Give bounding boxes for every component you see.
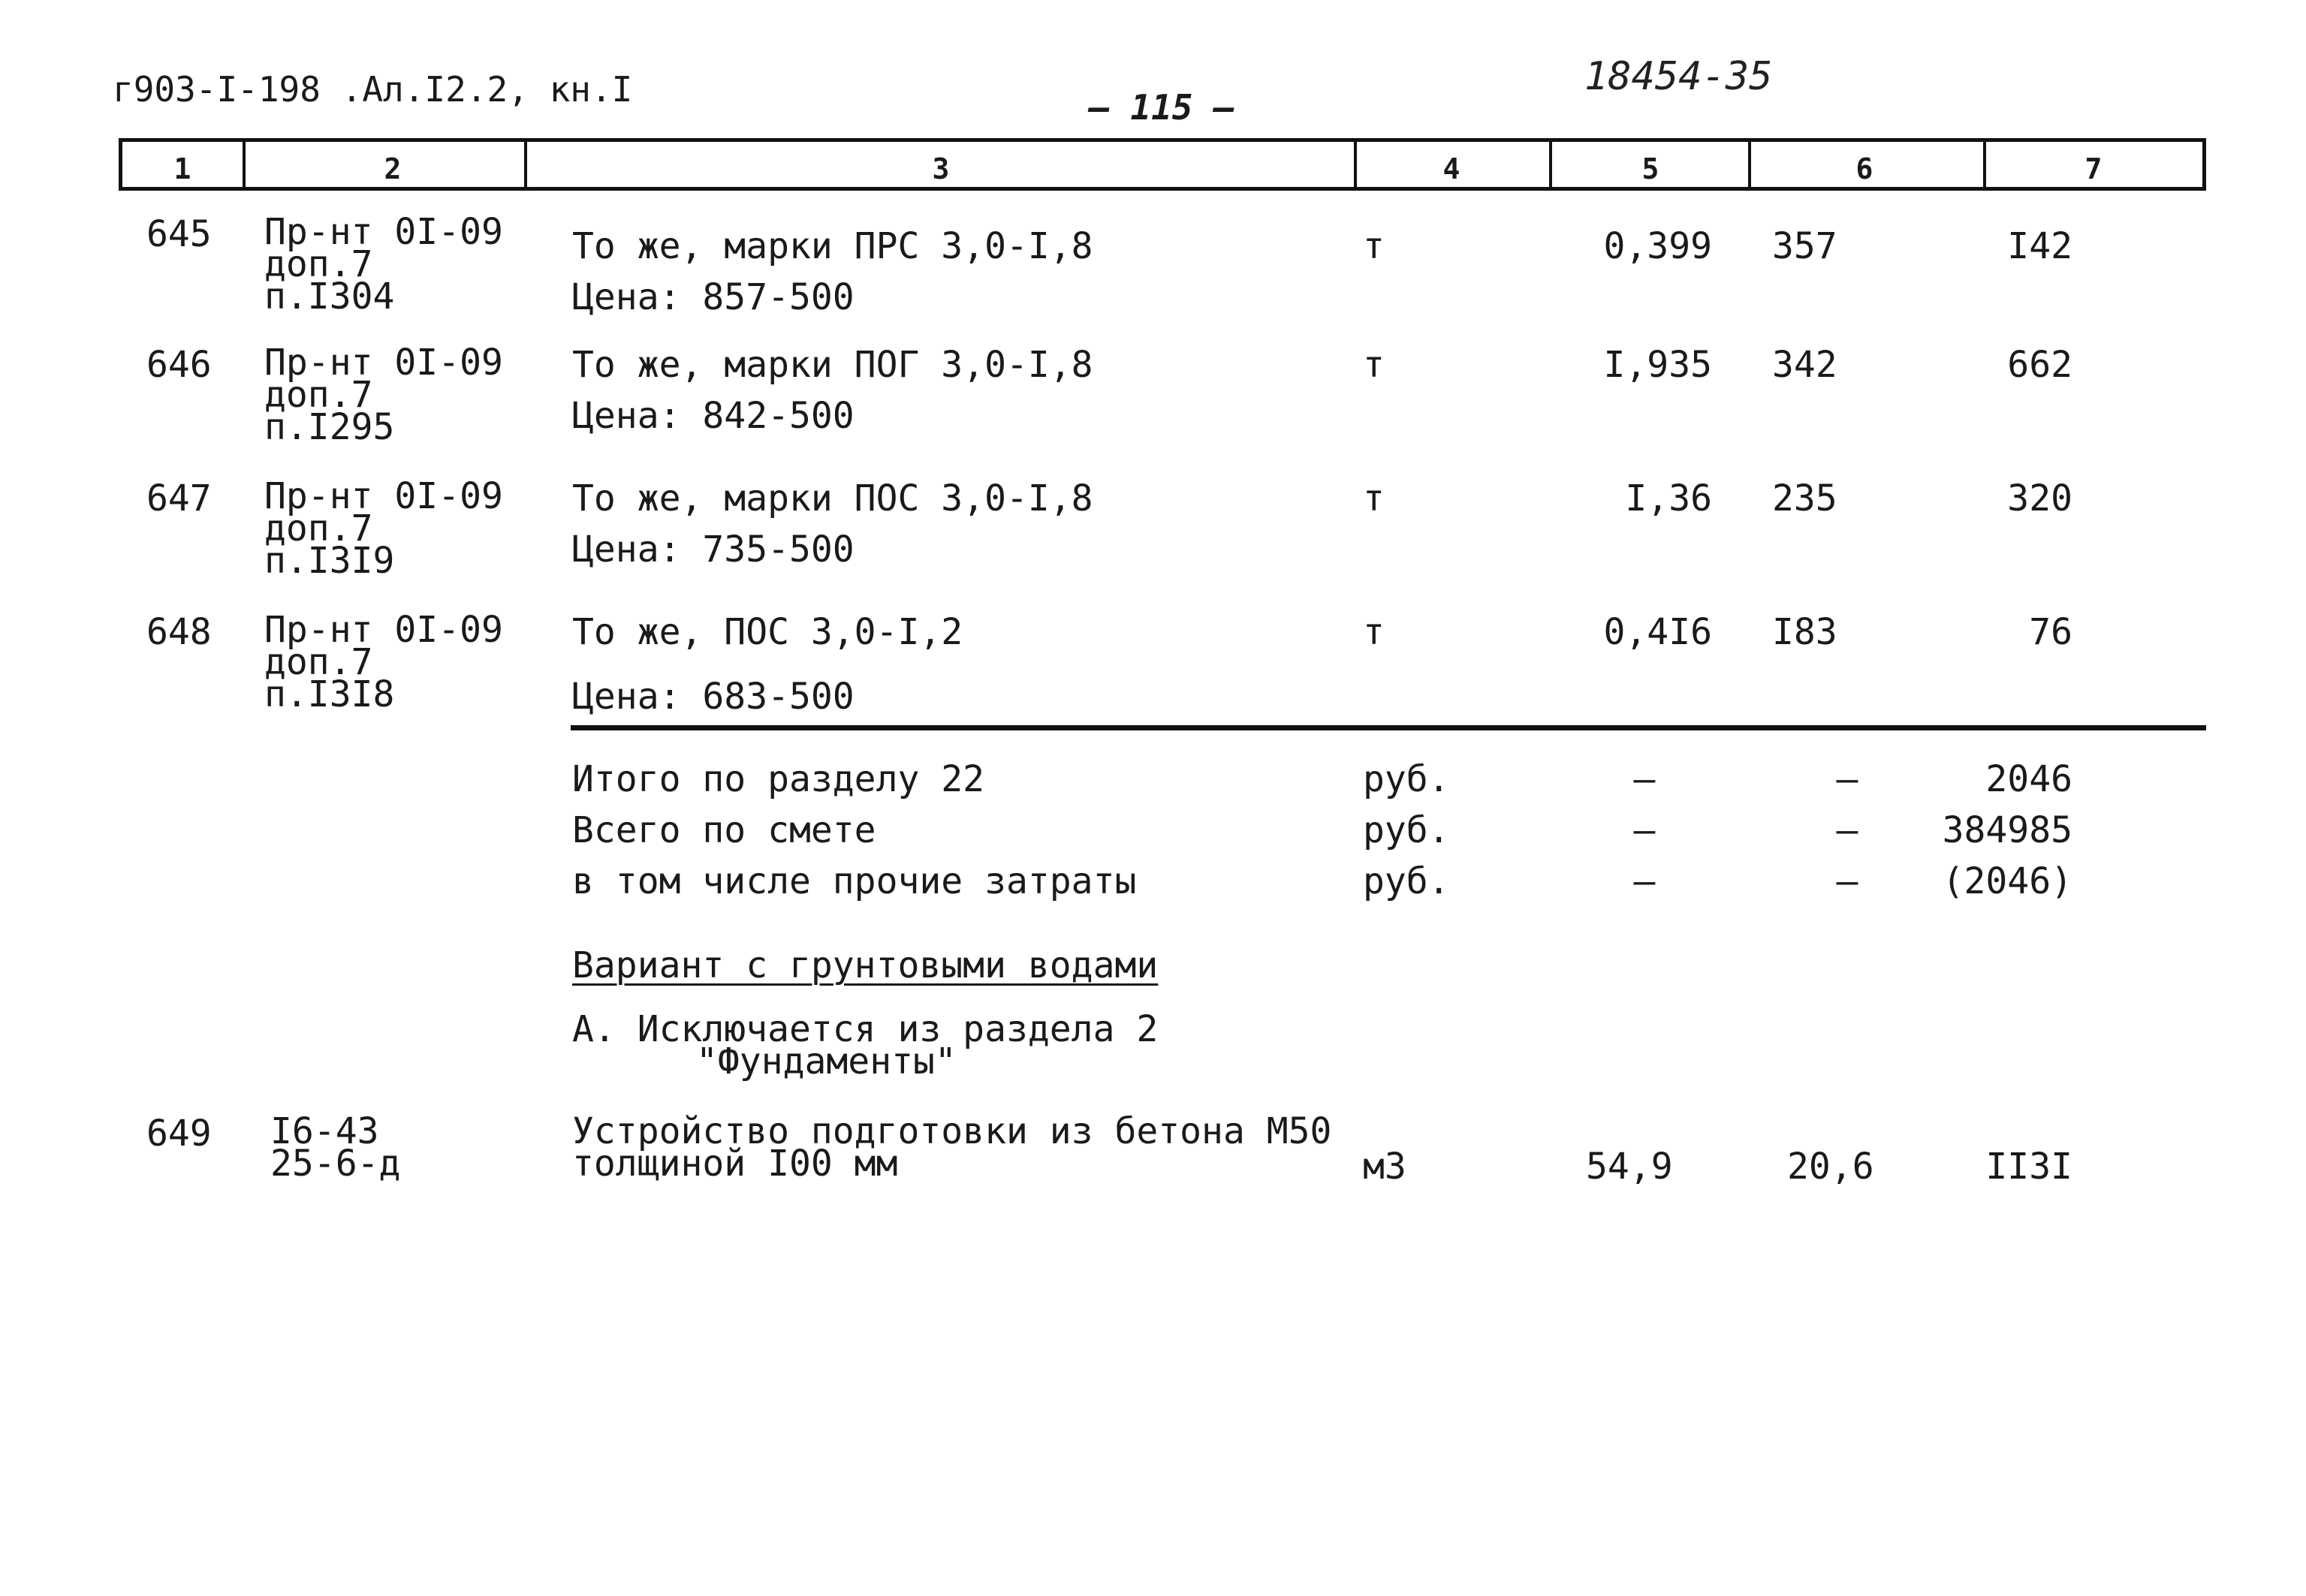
row-price: Цена: 735-500 bbox=[572, 528, 855, 571]
reference-line: доп.7 bbox=[264, 507, 373, 550]
reference-line: 25-6-д bbox=[270, 1143, 401, 1185]
row-reference bbox=[264, 609, 503, 716]
row-reference bbox=[264, 475, 503, 583]
row-unit: т bbox=[1363, 344, 1385, 386]
column-header-row bbox=[119, 138, 2206, 191]
row-unit: м3 bbox=[1363, 1146, 1406, 1188]
column-label: 2 bbox=[384, 152, 402, 185]
section-a-note bbox=[572, 1008, 1159, 1083]
row-description: То же, ПОС 3,0-I,2 bbox=[572, 611, 963, 653]
row-number: 645 bbox=[146, 213, 212, 255]
column-separator bbox=[243, 142, 246, 187]
row-quantity: 0,399 bbox=[1603, 225, 1712, 267]
row-reference bbox=[264, 342, 503, 449]
reference-line: Пр-нт 0I-09 bbox=[264, 609, 503, 651]
summary-rate: – bbox=[1836, 860, 1858, 902]
row-price: Цена: 842-500 bbox=[572, 395, 855, 437]
row-reference bbox=[270, 1110, 401, 1185]
row-price: Цена: 857-500 bbox=[572, 276, 855, 318]
row-number: 646 bbox=[146, 344, 212, 386]
row-quantity: I,935 bbox=[1603, 344, 1712, 386]
column-label: 6 bbox=[1855, 152, 1873, 185]
reference-line: п.I3I8 bbox=[264, 673, 395, 716]
summary-quantity: – bbox=[1633, 860, 1656, 902]
section-a-line: А. Исключается из раздела 2 bbox=[572, 1008, 1159, 1050]
document-code: г903-I-198 .Ал.I2.2, кн.I bbox=[113, 69, 633, 110]
row-rate: 342 bbox=[1772, 344, 1837, 386]
reference-line: Пр-нт 0I-09 bbox=[264, 211, 503, 253]
column-label: 7 bbox=[2084, 152, 2103, 185]
row-unit: т bbox=[1363, 225, 1385, 267]
reference-line: Пр-нт 0I-09 bbox=[264, 475, 503, 517]
summary-rate: – bbox=[1836, 758, 1858, 800]
row-reference bbox=[264, 211, 503, 318]
row-price: Цена: 683-500 bbox=[572, 676, 855, 718]
column-label: 4 bbox=[1442, 152, 1460, 185]
row-total: II3I bbox=[1985, 1146, 2072, 1188]
reference-line: п.I3I9 bbox=[264, 540, 395, 583]
reference-line: п.I295 bbox=[264, 406, 395, 449]
row-quantity: 0,4I6 bbox=[1603, 611, 1712, 653]
summary-total: 384985 bbox=[1942, 809, 2072, 851]
row-quantity: I,36 bbox=[1625, 477, 1712, 519]
row-description: То же, марки ПОГ 3,0-I,8 bbox=[572, 344, 1093, 386]
column-separator bbox=[1983, 142, 1986, 187]
column-separator bbox=[1354, 142, 1357, 187]
row-total: 76 bbox=[2029, 611, 2072, 653]
page-number: — 115 — bbox=[1089, 87, 1234, 128]
section-divider bbox=[571, 725, 2206, 730]
row-rate: 235 bbox=[1772, 477, 1837, 519]
handwritten-stamp: 18454-35 bbox=[1584, 54, 1773, 99]
column-separator bbox=[1748, 142, 1751, 187]
column-separator bbox=[524, 142, 527, 187]
summary-unit: руб. bbox=[1363, 809, 1450, 851]
reference-line: п.I304 bbox=[264, 276, 395, 318]
row-rate: I83 bbox=[1772, 611, 1837, 653]
summary-rate: – bbox=[1836, 809, 1858, 851]
summary-unit: руб. bbox=[1363, 860, 1450, 902]
summary-label: Итого по разделу 22 bbox=[572, 758, 985, 800]
row-description bbox=[572, 1110, 1332, 1185]
description-line: Устройство подготовки из бетона М50 bbox=[572, 1110, 1332, 1152]
row-unit: т bbox=[1363, 477, 1385, 519]
reference-line: доп.7 bbox=[264, 641, 373, 684]
reference-line: доп.7 bbox=[264, 243, 373, 286]
row-rate: 20,6 bbox=[1787, 1146, 1874, 1188]
description-line: толщиной I00 мм bbox=[572, 1143, 898, 1185]
column-label: 3 bbox=[932, 152, 950, 185]
row-unit: т bbox=[1363, 611, 1385, 653]
row-description: То же, марки ПОС 3,0-I,8 bbox=[572, 477, 1093, 519]
reference-line: доп.7 bbox=[264, 374, 373, 417]
section-a-line: "Фундаменты" bbox=[696, 1040, 957, 1083]
row-number: 647 bbox=[146, 477, 212, 519]
summary-quantity: – bbox=[1633, 758, 1656, 800]
summary-label: Всего по смете bbox=[572, 809, 876, 851]
summary-unit: руб. bbox=[1363, 758, 1450, 800]
variant-heading: Вариант с грунтовыми водами bbox=[572, 944, 1159, 986]
row-quantity: 54,9 bbox=[1586, 1146, 1673, 1188]
row-total: 662 bbox=[2007, 344, 2072, 386]
row-rate: 357 bbox=[1772, 225, 1837, 267]
row-total: I42 bbox=[2007, 225, 2072, 267]
summary-quantity: – bbox=[1633, 809, 1656, 851]
summary-label: в том числе прочие затраты bbox=[572, 860, 1137, 902]
column-label: 5 bbox=[1641, 152, 1659, 185]
reference-line: Пр-нт 0I-09 bbox=[264, 342, 503, 384]
row-number: 648 bbox=[146, 611, 212, 653]
reference-line: I6-43 bbox=[270, 1110, 379, 1152]
row-description: То же, марки ПРС 3,0-I,8 bbox=[572, 225, 1093, 267]
row-number: 649 bbox=[146, 1113, 212, 1155]
summary-total: 2046 bbox=[1985, 758, 2072, 800]
column-separator bbox=[1549, 142, 1552, 187]
column-label: 1 bbox=[173, 152, 191, 185]
summary-total: (2046) bbox=[1942, 860, 2072, 902]
row-total: 320 bbox=[2007, 477, 2072, 519]
